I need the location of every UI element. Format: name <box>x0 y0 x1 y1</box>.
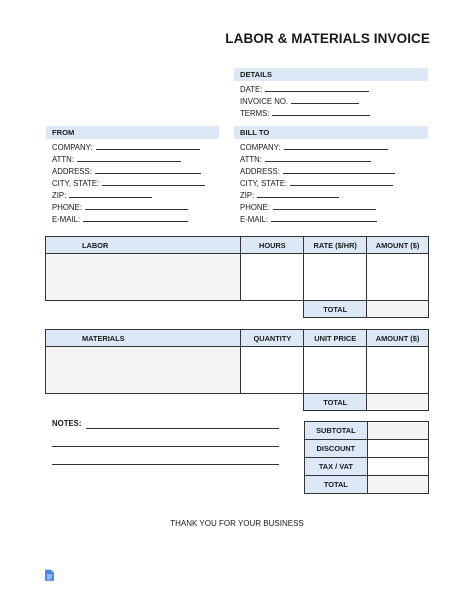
from-fields <box>52 141 205 225</box>
from-address-field[interactable] <box>52 165 205 177</box>
date-label: DATE: <box>240 85 263 94</box>
from-email-line <box>83 213 188 222</box>
bill-to-fields <box>240 141 395 225</box>
subtotal-label: SUBTOTAL <box>305 422 368 440</box>
labor-col-amount: AMOUNT ($) <box>367 237 429 254</box>
labor-amount-cell[interactable] <box>367 254 429 301</box>
bill-to-company-line <box>284 141 388 150</box>
materials-total-label: TOTAL <box>304 394 367 411</box>
details-heading: DETAILS <box>234 68 428 81</box>
invoice-number-line <box>291 95 359 104</box>
labor-table <box>45 236 429 318</box>
materials-col-amount: AMOUNT ($) <box>367 330 429 347</box>
date-line <box>265 83 369 92</box>
labor-rate-cell[interactable] <box>304 254 367 301</box>
bill-to-address-line <box>283 165 395 174</box>
materials-quantity-cell[interactable] <box>241 347 304 394</box>
from-city-state-field[interactable] <box>52 177 205 189</box>
terms-field[interactable] <box>240 107 370 119</box>
from-phone-field[interactable] <box>52 201 205 213</box>
notes-line-2[interactable] <box>52 446 279 447</box>
terms-line <box>272 107 370 116</box>
summary-table <box>304 421 429 494</box>
labor-total-label: TOTAL <box>304 301 367 318</box>
materials-amount-cell[interactable] <box>367 347 429 394</box>
from-company-line <box>96 141 200 150</box>
bill-to-phone-line <box>273 201 376 210</box>
discount-label: DISCOUNT <box>305 440 368 458</box>
bill-to-email-label: E-MAIL: <box>240 215 269 224</box>
bill-to-email-line <box>271 213 377 222</box>
bill-to-attn-line <box>265 153 371 162</box>
invoice-title: LABOR & MATERIALS INVOICE <box>225 31 430 46</box>
thank-you-message: THANK YOU FOR YOUR BUSINESS <box>170 519 304 528</box>
from-zip-label: ZIP: <box>52 191 67 200</box>
bill-to-attn-field[interactable] <box>240 153 395 165</box>
invoice-number-label: INVOICE NO. <box>240 97 289 106</box>
grand-total-row <box>305 476 429 494</box>
materials-col-quantity: QUANTITY <box>241 330 304 347</box>
materials-unit-price-cell[interactable] <box>304 347 367 394</box>
notes-label: NOTES: <box>52 419 82 428</box>
from-address-label: ADDRESS: <box>52 167 92 176</box>
bill-to-address-label: ADDRESS: <box>240 167 280 176</box>
labor-col-rate: RATE ($/HR) <box>304 237 367 254</box>
materials-header-row <box>46 330 429 347</box>
terms-label: TERMS: <box>240 109 270 118</box>
bill-to-phone-label: PHONE: <box>240 203 270 212</box>
bill-to-company-label: COMPANY: <box>240 143 281 152</box>
bill-to-attn-label: ATTN: <box>240 155 262 164</box>
subtotal-value[interactable] <box>367 422 428 440</box>
grand-total-value[interactable] <box>367 476 428 494</box>
labor-total-row <box>46 301 429 318</box>
bill-to-heading: BILL TO <box>234 126 428 139</box>
bill-to-zip-field[interactable] <box>240 189 395 201</box>
labor-col-description: LABOR <box>46 237 241 254</box>
materials-col-unit-price: UNIT PRICE <box>304 330 367 347</box>
discount-row <box>305 440 429 458</box>
materials-total-row <box>46 394 429 411</box>
details-fields <box>240 83 370 119</box>
from-email-field[interactable] <box>52 213 205 225</box>
bill-to-phone-field[interactable] <box>240 201 395 213</box>
from-attn-line <box>77 153 181 162</box>
notes-label-text: NOTES <box>52 419 79 428</box>
bill-to-zip-line <box>257 189 339 198</box>
labor-total-spacer-2 <box>241 301 304 318</box>
document-icon <box>44 569 55 582</box>
labor-hours-cell[interactable] <box>241 254 304 301</box>
bill-to-city-state-label: CITY, STATE: <box>240 179 288 188</box>
from-zip-field[interactable] <box>52 189 205 201</box>
tax-row <box>305 458 429 476</box>
from-city-state-label: CITY, STATE: <box>52 179 100 188</box>
grand-total-label: TOTAL <box>305 476 368 494</box>
bill-to-company-field[interactable] <box>240 141 395 153</box>
date-field[interactable] <box>240 83 370 95</box>
materials-body-row <box>46 347 429 394</box>
invoice-number-field[interactable] <box>240 95 370 107</box>
from-attn-field[interactable] <box>52 153 205 165</box>
labor-total-value[interactable] <box>367 301 429 318</box>
bill-to-city-state-field[interactable] <box>240 177 395 189</box>
from-phone-line <box>85 201 188 210</box>
from-company-field[interactable] <box>52 141 205 153</box>
labor-description-cell[interactable] <box>46 254 241 301</box>
subtotal-row <box>305 422 429 440</box>
tax-label: TAX / VAT <box>305 458 368 476</box>
labor-header-row <box>46 237 429 254</box>
from-city-state-line <box>102 177 205 186</box>
discount-value[interactable] <box>367 440 428 458</box>
bill-to-address-field[interactable] <box>240 165 395 177</box>
from-phone-label: PHONE: <box>52 203 82 212</box>
bill-to-zip-label: ZIP: <box>240 191 255 200</box>
materials-total-value[interactable] <box>367 394 429 411</box>
from-company-label: COMPANY: <box>52 143 93 152</box>
labor-body-row <box>46 254 429 301</box>
from-attn-label: ATTN: <box>52 155 74 164</box>
bill-to-city-state-line <box>290 177 393 186</box>
labor-col-hours: HOURS <box>241 237 304 254</box>
materials-table <box>45 329 429 411</box>
bill-to-email-field[interactable] <box>240 213 395 225</box>
from-address-line <box>95 165 201 174</box>
tax-value[interactable] <box>367 458 428 476</box>
materials-total-spacer <box>46 394 241 411</box>
from-heading: FROM <box>46 126 219 139</box>
labor-total-spacer <box>46 301 241 318</box>
materials-col-description: MATERIALS <box>46 330 241 347</box>
materials-total-spacer-2 <box>241 394 304 411</box>
materials-description-cell[interactable] <box>46 347 241 394</box>
notes-line-3[interactable] <box>52 464 279 465</box>
notes-line-1[interactable] <box>86 428 279 429</box>
from-zip-line <box>69 189 152 198</box>
from-email-label: E-MAIL: <box>52 215 81 224</box>
